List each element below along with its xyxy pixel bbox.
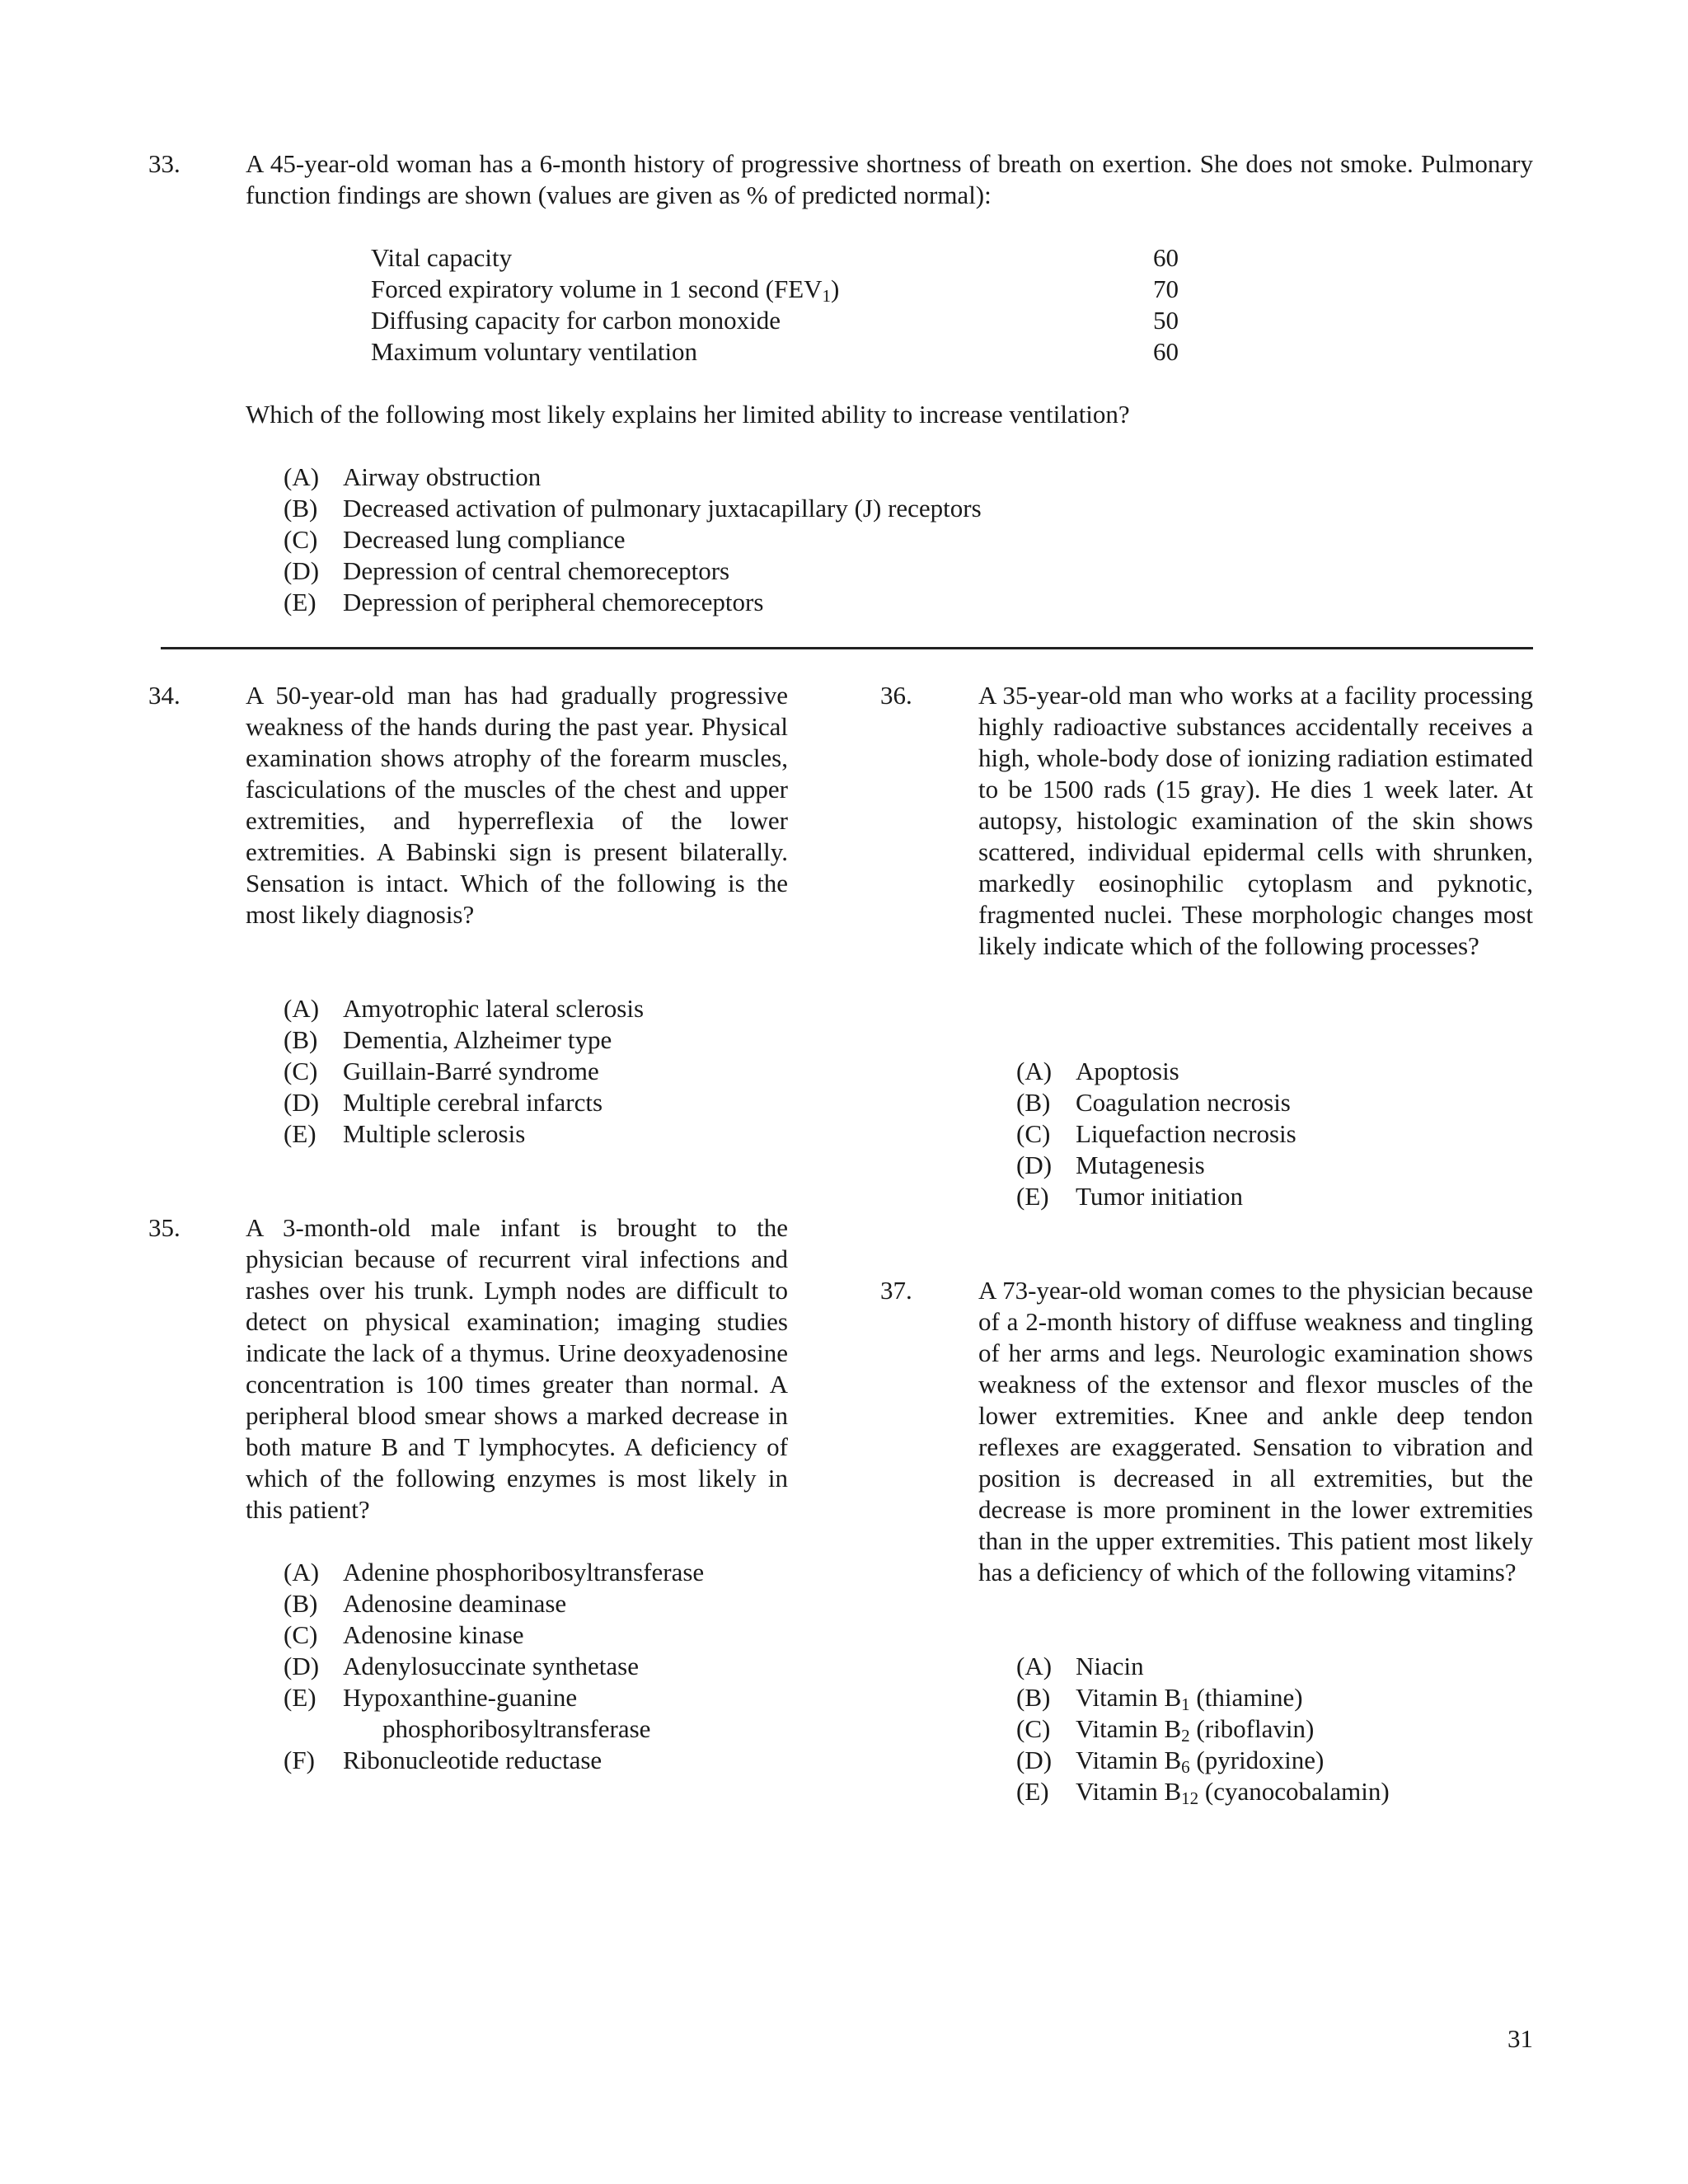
option-label: (B): [1016, 1683, 1051, 1712]
option-label: (E): [284, 1683, 316, 1712]
table-row: [371, 336, 1179, 368]
option-text: Decreased activation of pulmonary juxtacapillary (J) receptors: [343, 494, 982, 523]
table-row: [371, 305, 1179, 336]
finding-value: 70: [1153, 274, 1179, 303]
option-label: (A): [284, 994, 320, 1023]
option-label: (C): [284, 525, 318, 554]
option-text: Adenine phosphoribosyltransferase: [343, 1558, 705, 1586]
table-row: [371, 274, 1179, 305]
option-label: (B): [284, 494, 318, 523]
section-divider: [161, 647, 1533, 649]
option-label: (D): [284, 556, 320, 585]
question-number: 33.: [148, 149, 181, 178]
option-label: (E): [284, 588, 316, 616]
option-text: Vitamin $B_2$ (riboflavin): [1076, 1714, 1315, 1746]
question-stem: A 73-year-old woman comes to the physician because of a 2-month history of diffuse weakness and tingling of her arms and legs. Neurologic examination shows weakness of the extensor and flexor muscles of the lower extremities. Knee and ankle deep tendon reflexes are exaggerated. Sensation to vibration and position is decreased in all extremities, but the decrease is more prominent in the lower extremities than in the upper extremities. This patient most likely has a deficiency of which of the following vitamins?: [978, 1276, 1533, 1586]
option-label: (D): [1016, 1151, 1053, 1179]
finding-value: 60: [1153, 337, 1179, 366]
option-text: Depression of central chemoreceptors: [343, 556, 730, 585]
option-text: Adenosine deaminase: [343, 1589, 567, 1618]
question-number: 34.: [148, 681, 181, 710]
option-text: Apoptosis: [1076, 1057, 1179, 1085]
table-row: [371, 242, 1179, 274]
option-label: (B): [284, 1589, 318, 1618]
option-label: (D): [1016, 1746, 1053, 1774]
option-text: Liquefaction necrosis: [1076, 1119, 1296, 1148]
option-label: (B): [284, 1025, 318, 1054]
option-label: (C): [284, 1620, 318, 1649]
finding-name: Forced expiratory volume in 1 second $(FEV_1)$: [371, 274, 840, 306]
question-stem: A 50-year-old man has had gradually progressive weakness of the hands during the past year. Physical examination shows atrophy of the forearm muscles, fasciculations of the muscles of the chest and upper extremities, and hyperreflexia of the lower extremities. A Babinski sign is present bilaterally. Sensation is intact. Which of the following is the most likely diagnosis?: [246, 681, 788, 929]
option-text: Vitamin $B_6$ (pyridoxine): [1076, 1746, 1325, 1777]
option-text: Dementia, Alzheimer type: [343, 1025, 612, 1054]
question-stem: A 45-year-old woman has a 6-month history of progressive shortness of breath on exertion. She does not smoke. Pulmonary function findings are shown (values are given as % of predicted normal):: [246, 149, 1533, 209]
option-label: (C): [284, 1057, 318, 1085]
option-label: (A): [1016, 1057, 1053, 1085]
option-label: (A): [1016, 1652, 1053, 1680]
option-text: Airway obstruction: [343, 462, 542, 491]
option-label: (F): [284, 1746, 315, 1774]
option-label: (C): [1016, 1119, 1051, 1148]
option-text: Guillain-Barré syndrome: [343, 1057, 599, 1085]
question-number: 35.: [148, 1213, 181, 1242]
option-label: (D): [284, 1088, 320, 1117]
finding-value: 50: [1153, 306, 1179, 335]
option-text: Hypoxanthine-guanine: [343, 1683, 578, 1712]
option-label: (E): [284, 1119, 316, 1148]
page-number: 31: [1507, 2024, 1533, 2053]
question-number: 37.: [880, 1276, 912, 1305]
option-text: Vitamin $B_1$ (thiamine): [1076, 1683, 1303, 1714]
option-label: (A): [284, 462, 320, 491]
option-label: (D): [284, 1652, 320, 1680]
question-stem: A 35-year-old man who works at a facility processing highly radioactive substances accidentally receives a high, whole-body dose of ionizing radiation estimated to be 1500 rads (15 gray). He dies 1 week later. At autopsy, histologic examination of the skin shows scattered, individual epidermal cells with shrunken, markedly eosinophilic cytoplasm and pyknotic, fragmented nuclei. These morphologic changes most likely indicate which of the following processes?: [978, 681, 1533, 960]
option-label: (E): [1016, 1182, 1049, 1211]
finding-name: Diffusing capacity for carbon monoxide: [371, 306, 781, 335]
finding-value: 60: [1153, 243, 1179, 272]
option-text: Depression of peripheral chemoreceptors: [343, 588, 764, 616]
option-text: Coagulation necrosis: [1076, 1088, 1291, 1117]
option-text: Multiple cerebral infarcts: [343, 1088, 603, 1117]
option-text: Adenosine kinase: [343, 1620, 524, 1649]
question-number: 36.: [880, 681, 912, 710]
option-text: Adenylosuccinate synthetase: [343, 1652, 639, 1680]
option-label: (B): [1016, 1088, 1051, 1117]
option-text: Vitamin $B_{12}$ (cyanocobalamin): [1076, 1777, 1390, 1808]
option-text: Mutagenesis: [1076, 1151, 1205, 1179]
finding-name: Maximum voluntary ventilation: [371, 337, 698, 366]
option-label: (A): [284, 1558, 320, 1586]
option-label: (C): [1016, 1714, 1051, 1743]
question-prompt: Which of the following most likely explains her limited ability to increase ventilation?: [246, 400, 1130, 429]
question-stem: A 3-month-old male infant is brought to the physician because of recurrent viral infections and rashes over his trunk. Lymph nodes are difficult to detect on physical examination; imaging studies indicate the lack of a thymus. Urine deoxyadenosine concentration is 100 times greater than normal. A peripheral blood smear shows a marked decrease in both mature B and T lymphocytes. A deficiency of which of the following enzymes is most likely in this patient?: [246, 1213, 788, 1524]
option-text-continued: phosphoribosyltransferase: [382, 1714, 651, 1743]
option-text: Amyotrophic lateral sclerosis: [343, 994, 645, 1023]
finding-name: Vital capacity: [371, 243, 513, 272]
option-text: Niacin: [1076, 1652, 1144, 1680]
option-label: (E): [1016, 1777, 1049, 1806]
option-text: Tumor initiation: [1076, 1182, 1243, 1211]
option-text: Multiple sclerosis: [343, 1119, 526, 1148]
option-text: Decreased lung compliance: [343, 525, 626, 554]
option-text: Ribonucleotide reductase: [343, 1746, 603, 1774]
